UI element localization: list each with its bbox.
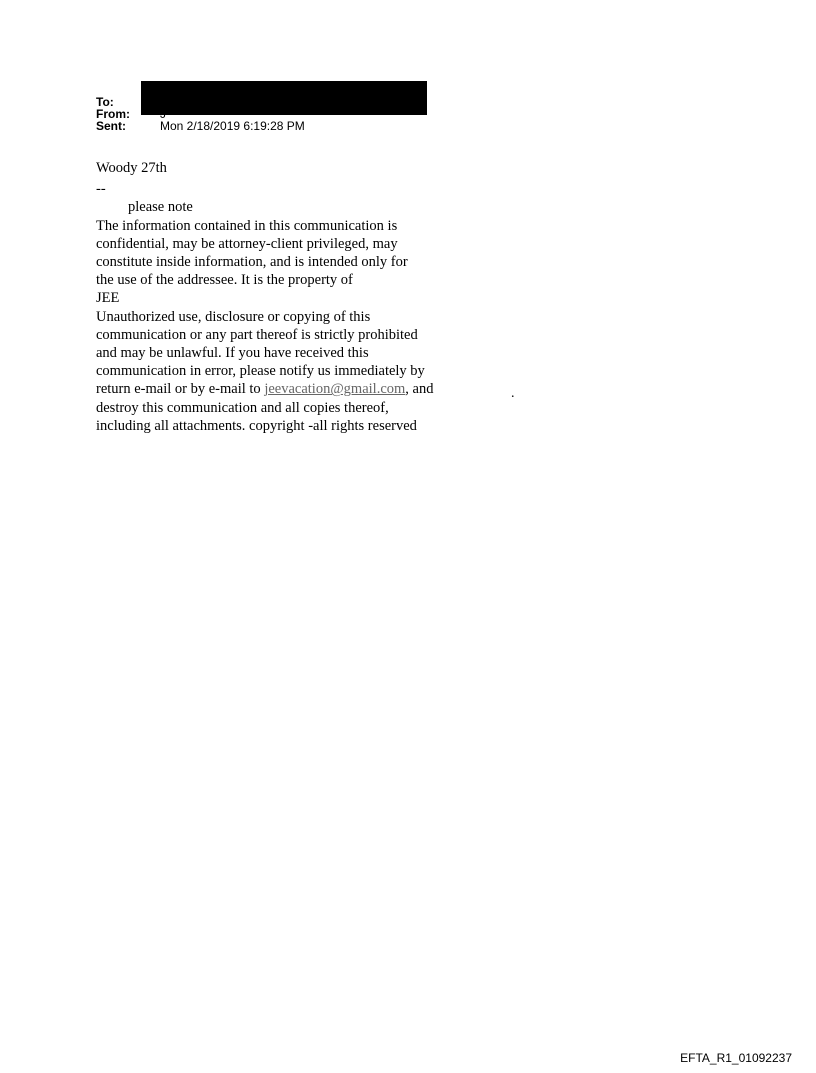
return-email-line: [96, 380, 516, 398]
separator-line: --: [96, 181, 106, 198]
email-header: [96, 96, 305, 132]
disclaimer-line: confidential, may be attorney-client privileged, may: [96, 235, 398, 252]
from-label: From:: [96, 107, 130, 121]
sent-label: Sent:: [96, 119, 126, 133]
stray-mark: .: [511, 386, 515, 401]
disclaimer-line: communication in error, please notify us immediately by: [96, 363, 425, 380]
greeting-line: Woody 27th: [96, 160, 167, 176]
disclaimer-line: The information contained in this communication is: [96, 217, 398, 234]
return-line-suffix: , and: [405, 381, 434, 398]
from-value: J: [160, 107, 166, 121]
document-id: EFTA_R1_01092237: [680, 1051, 792, 1065]
disclaimer-line: including all attachments. copyright -all rights reserved: [96, 417, 417, 434]
email-link[interactable]: jeevacation@gmail.com: [264, 381, 406, 398]
sent-row: [96, 120, 305, 132]
to-label: To:: [96, 95, 114, 109]
disclaimer-line: destroy this communication and all copies thereof,: [96, 399, 389, 416]
disclaimer-line: constitute inside information, and is intended only for: [96, 254, 408, 271]
sent-value: Mon 2/18/2019 6:19:28 PM: [160, 119, 305, 133]
return-line-prefix: return e-mail or by e-mail to: [96, 381, 265, 398]
disclaimer-line: the use of the addressee. It is the property of: [96, 272, 353, 289]
owner-line: JEE: [96, 290, 120, 307]
note-heading: please note: [128, 199, 193, 216]
disclaimer-line: Unauthorized use, disclosure or copying of this: [96, 308, 371, 325]
disclaimer-line: and may be unlawful. If you have received this: [96, 345, 369, 362]
email-body: [96, 159, 516, 435]
disclaimer-line: communication or any part thereof is strictly prohibited: [96, 326, 418, 343]
